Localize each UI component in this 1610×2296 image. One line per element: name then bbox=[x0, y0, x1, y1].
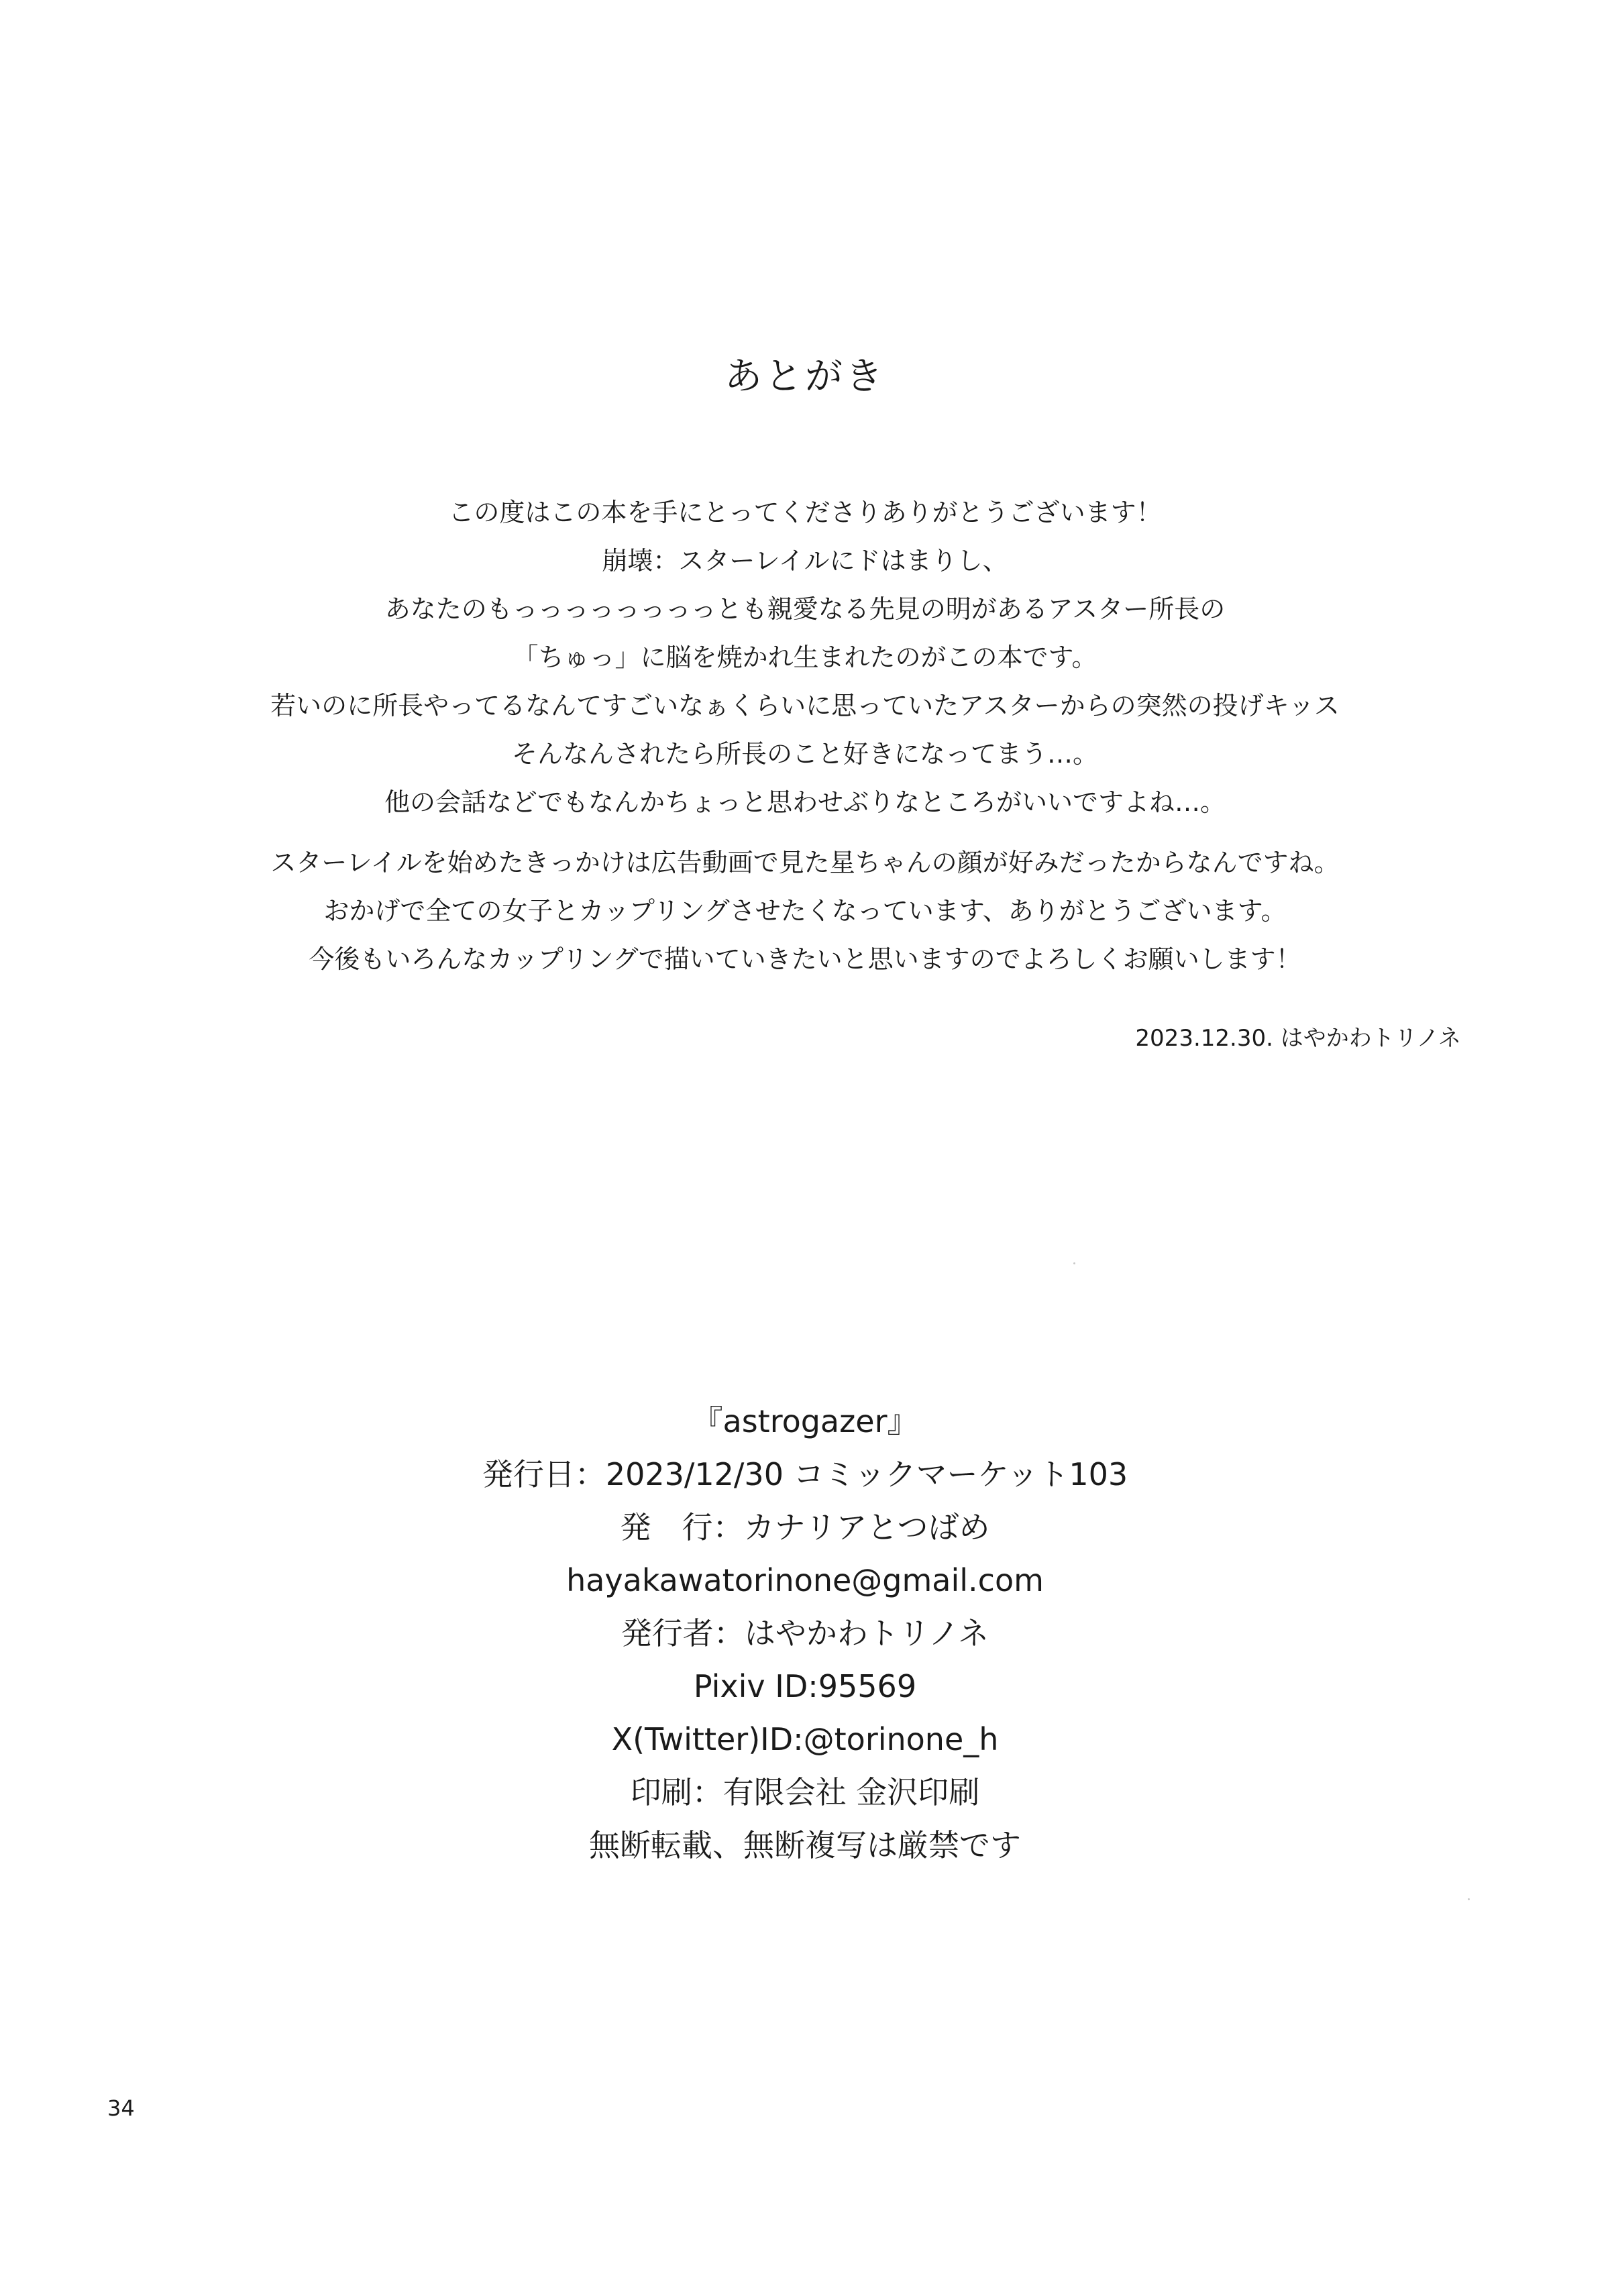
afterword-line: あなたのもっっっっっっっっとも親愛なる先見の明があるアスター所長の bbox=[384, 594, 1226, 624]
afterword-line: 「ちゅっ」に脳を焼かれ生まれたのがこの本です。 bbox=[513, 643, 1097, 672]
afterword-line: 他の会話などでもなんかちょっと思わせぶりなところがいいですよね…。 bbox=[384, 787, 1226, 817]
afterword-line: 今後もいろんなカップリングで描いていきたいと思いますのでよろしくお願いします！ bbox=[309, 944, 1301, 974]
afterword-signature: 2023.12.30. はやかわトリノネ bbox=[1135, 1025, 1461, 1052]
colophon-twitter-id: X(Twitter)ID:@torinone_h bbox=[611, 1721, 999, 1757]
paper-speck bbox=[1073, 1262, 1075, 1264]
afterword-line: スターレイルを始めたきっかけは広告動画で見た星ちゃんの顔が好みだったからなんですね。 bbox=[270, 848, 1340, 877]
afterword-paragraph-1 bbox=[0, 488, 1610, 826]
colophon-issuer: 発行者：はやかわトリノネ bbox=[621, 1615, 989, 1651]
paper-speck bbox=[1468, 1898, 1470, 1900]
afterword-paragraph-2 bbox=[0, 838, 1610, 983]
afterword-line: 若いのに所長やってるなんてすごいなぁくらいに思っていたアスターからの突然の投げキッス bbox=[270, 691, 1340, 720]
afterword-line: おかげで全ての女子とカップリングさせたくなっています、ありがとうございます。 bbox=[323, 896, 1287, 926]
colophon-copyright-notice: 無断転載、無断複写は厳禁です bbox=[589, 1827, 1021, 1863]
afterword-line: この度はこの本を手にとってくださりありがとうございます！ bbox=[448, 498, 1162, 527]
colophon-publisher: 発 行：カナリアとつばめ bbox=[620, 1509, 990, 1545]
afterword-line: そんなんされたら所長のこと好きになってまう…。 bbox=[511, 739, 1098, 769]
colophon-publication-date: 発行日：2023/12/30 コミックマーケット103 bbox=[482, 1456, 1128, 1492]
afterword-line: 崩壊：スターレイルにドはまりし、 bbox=[602, 546, 1008, 576]
afterword-title: あとがき bbox=[724, 355, 885, 398]
colophon-pixiv-id: Pixiv ID:95569 bbox=[693, 1668, 917, 1704]
colophon-printer: 印刷：有限会社 金沢印刷 bbox=[630, 1774, 980, 1810]
page-number: 34 bbox=[107, 2095, 135, 2121]
colophon bbox=[0, 1395, 1610, 1872]
colophon-title: 『astrogazer』 bbox=[692, 1403, 918, 1439]
colophon-email: hayakawatorinone@gmail.com bbox=[566, 1562, 1044, 1598]
